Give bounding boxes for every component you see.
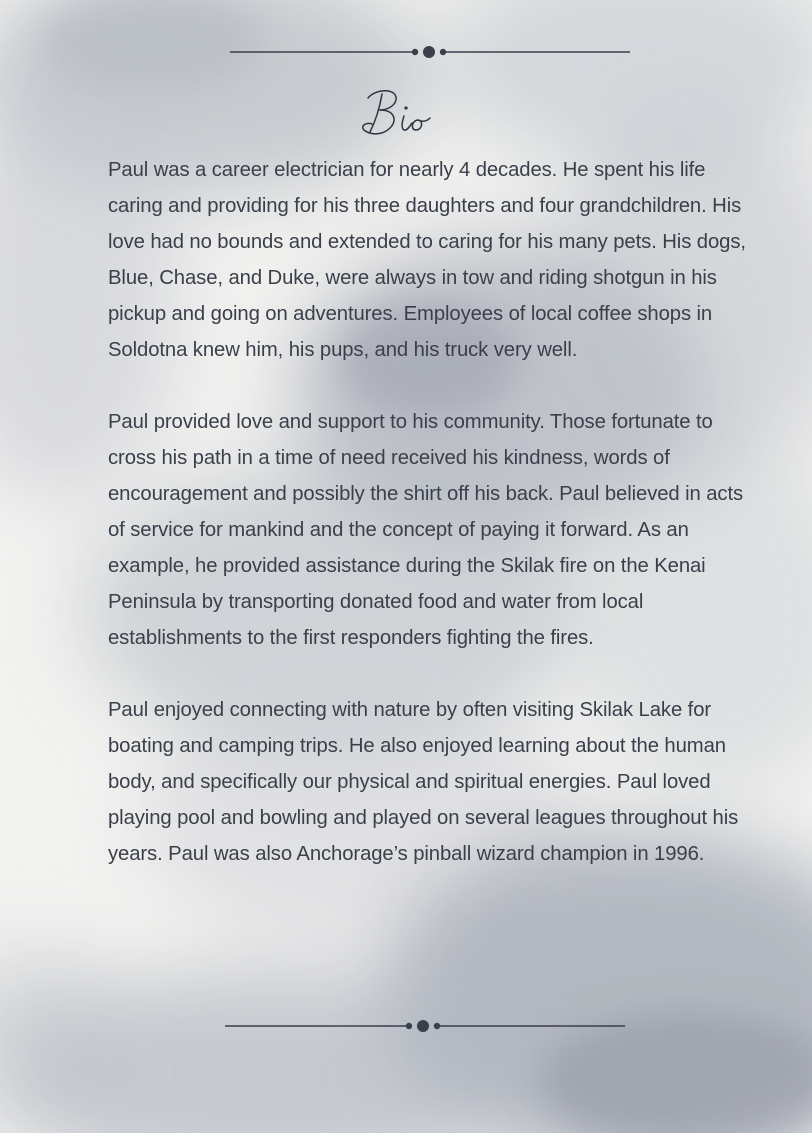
bio-paragraph-2: Paul provided love and support to his community. Those fortunate to cross his path in a time of need received his kindness, words of encouragement and possibly the shirt off his back. Paul believed in acts of service for mankind and the concept of paying it forward. As an example, he provided assistance during the Skilak fire on the Kenai Peninsula by transporting donated food and water from local establishments to the first responders fighting the fires. [108,411,744,649]
bottom-ornament-divider [0,1016,812,1036]
page-title [0,80,812,144]
top-ornament-divider [0,42,812,62]
bio-paragraph-1: Paul was a career electrician for nearly 4 decades. He spent his life caring and providing for his three daughters and four grandchildren. His love had no bounds and extended to caring for his many pets. His dogs, Blue, Chase, and Duke, were always in tow and riding shotgun in his pickup and going on adventures. Employees of local coffee shops in Soldotna knew him, his pups, and his truck very well. [108,159,746,361]
bio-body [108,152,748,908]
script-title-lettering [346,80,466,144]
bio-paragraph-3: Paul enjoyed connecting with nature by often visiting Skilak Lake for boating and camping trips. He also enjoyed learning about the human body, and specifically our physical and spiritual energies. Paul loved playing pool and bowling and played on several leagues throughout his years. Paul was also Anchorage’s pinball wizard champion in 1996. [108,699,739,865]
page-title-text [0,80,1,81]
